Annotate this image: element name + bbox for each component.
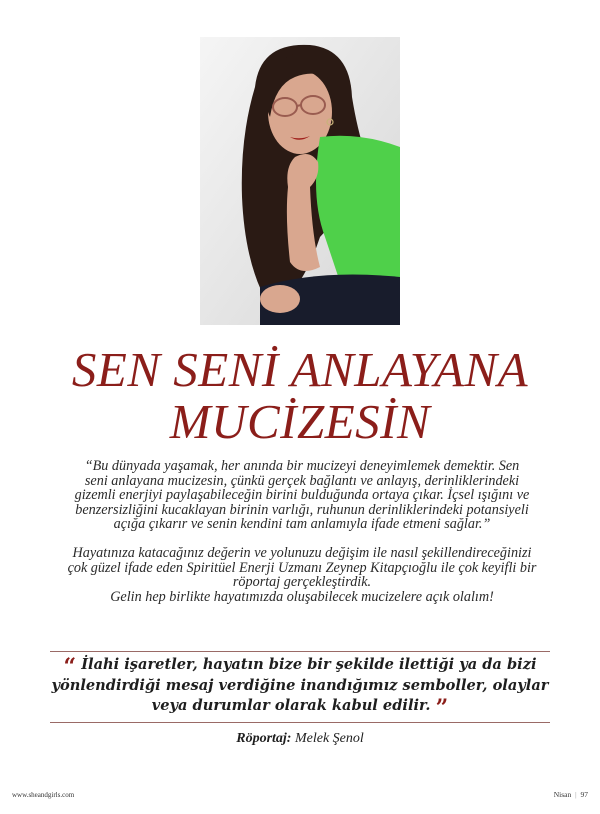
intro-line: açığa çıkarır ve senin kendini tam anlamıyla ifade etmeni sağlar.”: [113, 516, 491, 533]
intro-line: çok güzel ifade eden Spiritüel Enerji Uzmanı Zeynep Kitapçıoğlu ile çok keyifli bir: [67, 559, 537, 576]
byline-author: Melek Şenol: [294, 731, 364, 746]
footer-website: www.sheandgirls.com: [12, 791, 75, 799]
intro-line: seni anlayana mucizesin, çünkü gerçek bağlantı ve anlayış, derinliklerindeki: [84, 472, 520, 489]
close-quote-icon: ”: [435, 695, 449, 721]
intro-line: Hayatınıza katacağınız değerin ve yolunuzu değişim ile nasıl şekillendireceğinizi: [72, 544, 532, 561]
intro-line: benzersizliğini kucaklayan birinin varlığı, ruhunun derinliklerindeki potansiyeli: [75, 501, 529, 518]
page-number: 97: [580, 790, 588, 799]
footer-separator: |: [575, 790, 577, 799]
pull-quote-line: yönlendirdiği mesaj verdiğine inandığımız semboller, olaylar: [51, 676, 549, 694]
pull-quote-line: veya durumlar olarak kabul edilir.: [151, 697, 431, 714]
portrait-illustration: [200, 37, 400, 325]
portrait-photo: [200, 37, 400, 325]
intro-line: “Bu dünyada yaşamak, her anında bir mucizeyi deneyimlemek demektir. Sen: [84, 458, 520, 474]
intro-line: gizemli enerjiyi paylaşabileceğin birini bulduğunda ortaya çıkar. İçsel ışığını ve: [74, 487, 530, 504]
intro-line: Gelin hep birlikte hayatımızda oluşabilecek mucizelere açık olalım!: [110, 588, 494, 605]
intro-line: röportaj gerçekleştirdik.: [232, 574, 372, 591]
headline-line-1: SEN SENİ ANLAYANA: [71, 342, 529, 397]
pull-quote-line: İlahi işaretler, hayatın bize bir şekilde ilettiği ya da bizi: [81, 656, 537, 673]
footer-month: Nisan: [553, 790, 572, 799]
byline-label: Röportaj:: [236, 731, 292, 746]
intro-paragraph-1: [52, 459, 552, 532]
intro-paragraph-2: [52, 546, 552, 604]
open-quote-icon: “: [63, 654, 77, 680]
intro-text: [52, 459, 552, 604]
pull-quote: [50, 651, 550, 723]
footer-page-info: [554, 790, 588, 799]
byline: [0, 731, 600, 747]
headline-line-2: MUCİZESİN: [169, 394, 431, 449]
